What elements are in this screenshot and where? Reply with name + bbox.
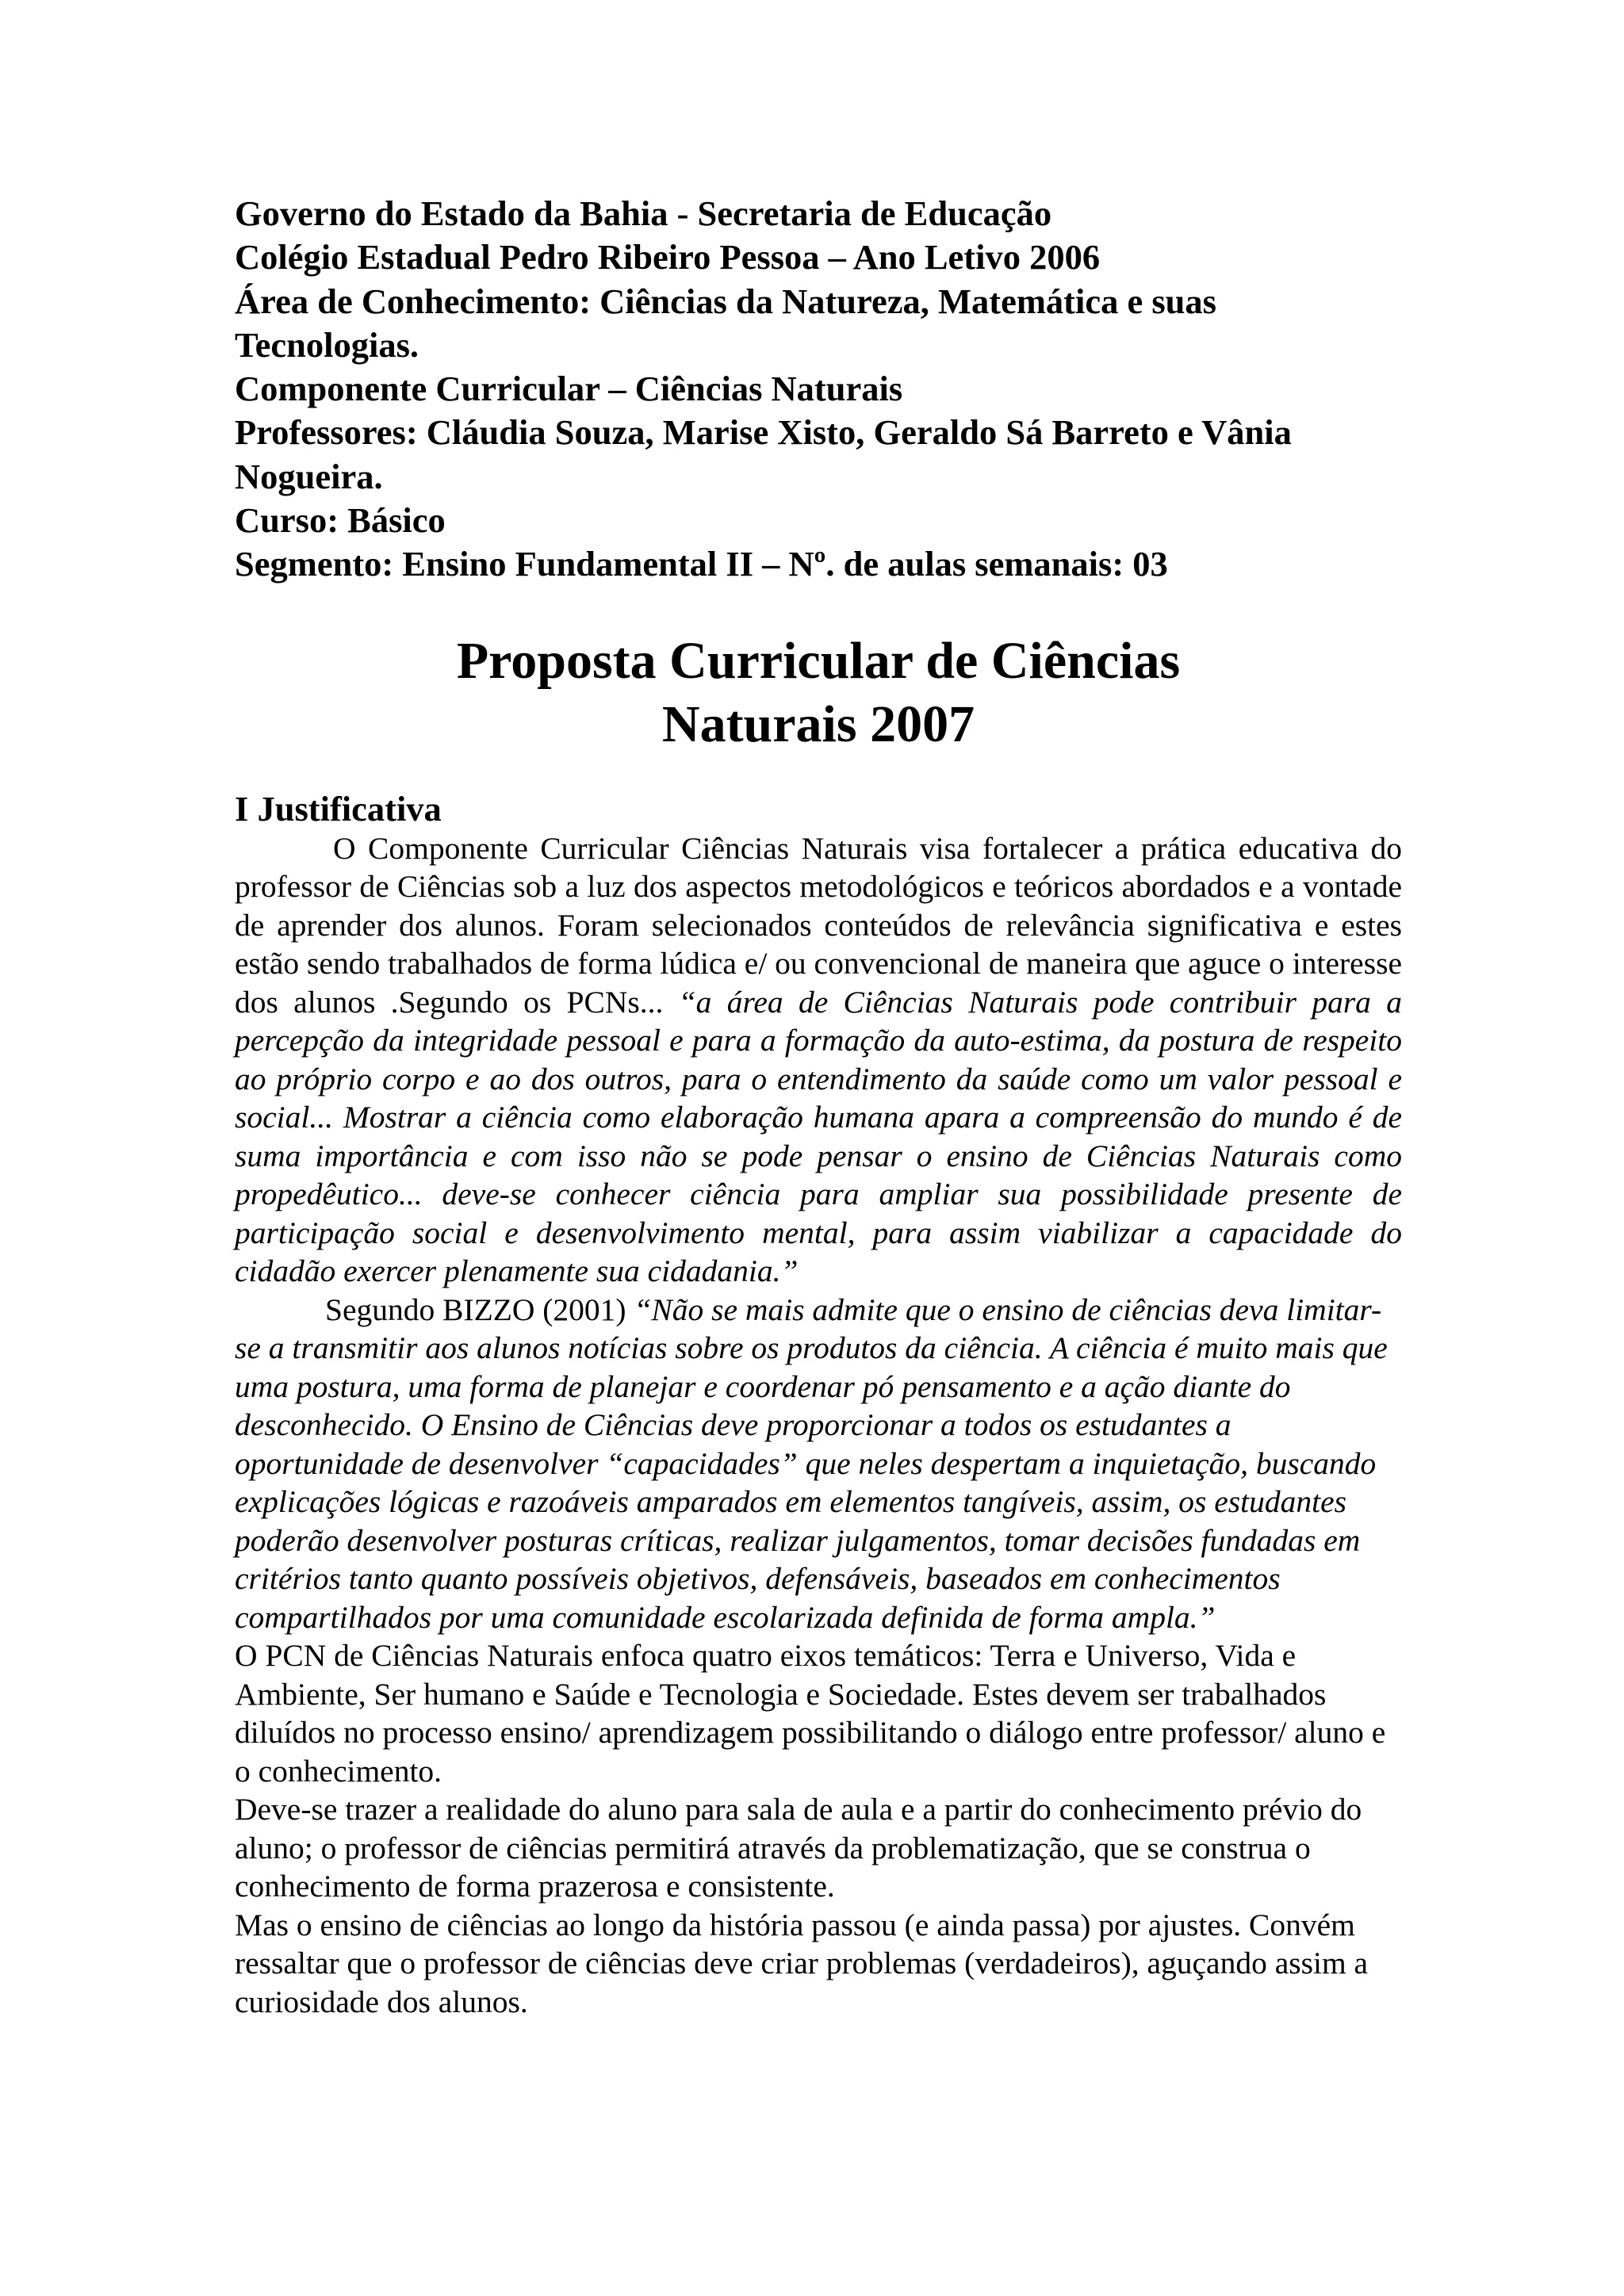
header-line-component: Componente Curricular – Ciências Naturais [235, 369, 903, 409]
document-title-line-1: Proposta Curricular de Ciências [456, 631, 1181, 690]
header-line-teachers: Professores: Cláudia Souza, Marise Xisto, Geraldo Sá Barreto e Vânia [235, 412, 1292, 453]
bizzo-quote: “Não se mais admite que o ensino de ciências deva limitar-se a transmitir aos alunos notícias sobre os produtos da ciência. A ciência é muito mais que uma postura, uma forma de planejar e coordenar pó pensamento e a ação diante do desconhecido. O Ensino de Ciências deve proporcionar a todos os estudantes a oportunidade de desenvolver “capacidades” que neles despertam a inquietação, buscando explicações lógicas e razoáveis amparados em elementos tangíveis, assim, os estudantes poderão desenvolver posturas críticas, realizar julgamentos, tomar decisões fundadas em critérios tanto quanto possíveis objetivos, defensáveis, baseados em conhecimentos compartilhados por uma comunidade escolarizada definida de forma ampla.” [235, 1292, 1388, 1635]
header-line-course: Curso: Básico [235, 500, 446, 541]
document-header [235, 192, 1402, 587]
document-title [235, 629, 1402, 756]
justification-paragraph-5: Mas o ensino de ciências ao longo da história passou (e ainda passa) por ajustes. Convém ressaltar que o professor de ciências deve criar problemas (verdadeiros), aguçando assim a curiosidade dos alunos. [235, 1907, 1369, 2019]
header-line-government: Governo do Estado da Bahia - Secretaria de Educação [235, 193, 1052, 233]
header-line-teachers-cont: Nogueira. [235, 456, 383, 496]
document-title-line-2: Naturais 2007 [661, 695, 975, 753]
pcn-quote: “a área de Ciências Naturais pode contribuir para a percepção da integridade pessoal e para a formação da auto-estima, da postura de respeito ao próprio corpo e ao dos outros, para o entendimento da saúde como um valor pessoal e social... Mostrar a ciência como elaboração humana apara a compreensão do mundo é de suma importância e com isso não se pode pensar o ensino de Ciências Naturais como propedêutico... deve-se conhecer ciência para ampliar sua possibilidade presente de participação social e desenvolvimento mental, para assim viabilizar a capacidade do cidadão exercer plenamente sua cidadania.” [235, 984, 1403, 1289]
section-heading: I Justificativa [235, 788, 442, 828]
justification-paragraph-1 [235, 829, 1402, 1291]
header-line-knowledge-area: Área de Conhecimento: Ciências da Natureza, Matemática e suas [235, 281, 1216, 321]
paragraph-2-text: Segundo BIZZO (2001) [325, 1292, 634, 1327]
paragraph-1-text: O Componente Curricular Ciências Naturais visa fortalecer a prática educativa do professor de Ciências sob a luz dos aspectos metodológicos e teóricos abordados e a vontade de aprender dos alunos. Foram selecionados conteúdos de relevância significativa e estes estão sendo trabalhados de forma lúdica e/ ou convencional de maneira que aguce o interesse dos alunos .Segundo os PCNs... [235, 830, 1402, 1020]
header-line-segment: Segmento: Ensino Fundamental II – Nº. de aulas semanais: 03 [235, 544, 1168, 584]
justification-paragraph-3: O PCN de Ciências Naturais enfoca quatro eixos temáticos: Terra e Universo, Vida e Ambiente, Ser humano e Saúde e Tecnologia e Sociedade. Estes devem ser trabalhados diluídos no processo ensino/ aprendizagem possibilitando o diálogo entre professor/ aluno e o conhecimento. [235, 1638, 1386, 1789]
document-content [235, 192, 1402, 2021]
justification-paragraph-2 [235, 1291, 1402, 1637]
justification-paragraph-4: Deve-se trazer a realidade do aluno para sala de aula e a partir do conhecimento prévio do aluno; o professor de ciências permitirá através da problematização, que se construa o conhecimento de forma prazerosa e consistente. [235, 1792, 1362, 1904]
header-line-school: Colégio Estadual Pedro Ribeiro Pessoa – Ano Letivo 2006 [235, 237, 1101, 277]
header-line-knowledge-area-cont: Tecnologias. [235, 324, 419, 365]
